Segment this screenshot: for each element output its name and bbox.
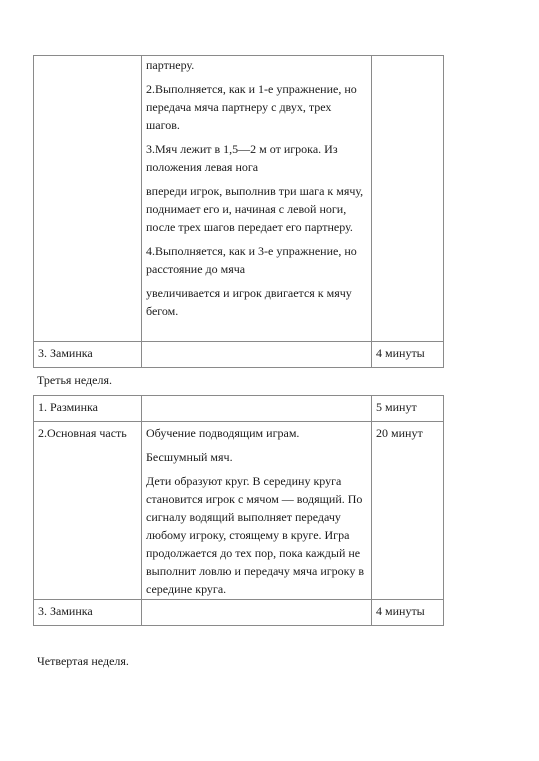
duration-cell: 5 минут: [372, 396, 444, 422]
section-cell: 3. Заминка: [34, 600, 142, 626]
duration-cell: [372, 56, 444, 342]
exercise-text: 3.Мяч лежит в 1,5—2 м от игрока. Из положения левая нога: [146, 142, 338, 174]
activity-cell: [142, 396, 372, 422]
exercise-table-continued: [33, 55, 444, 368]
exercise-text: впереди игрок, выполнив три шага к мячу, поднимает его и, начиная с левой ноги, после трех шагов передает его партнеру.: [146, 184, 364, 234]
activity-text: Дети образуют круг. В середину круга становится игрок с мячом — водящий. По сигналу водящий выполняет передачу любому игроку, стоящему в круге. Игра продолжается до тех пор, пока каждый не выполнит ловлю и передачу мяча игроку в середине круга.: [146, 474, 364, 596]
table-row: [34, 56, 444, 342]
activity-cell: [142, 422, 372, 600]
week-heading: Третья неделя.: [37, 373, 112, 387]
section-cell: 2.Основная часть: [34, 422, 142, 600]
table-row: [34, 342, 444, 368]
exercise-description-cell: [142, 56, 372, 342]
activity-cell: [142, 342, 372, 368]
table-row: [34, 600, 444, 626]
duration-cell: 4 минуты: [372, 600, 444, 626]
activity-cell: [142, 600, 372, 626]
exercise-text: партнеру.: [146, 58, 195, 72]
exercise-text: 2.Выполняется, как и 1-е упражнение, но передача мяча партнеру с двух, трех шагов.: [146, 82, 357, 132]
exercise-text: 4.Выполняется, как и 3-е упражнение, но расстояние до мяча: [146, 244, 357, 276]
section-cell: 3. Заминка: [34, 342, 142, 368]
exercise-text: увеличивается и игрок двигается к мячу бегом.: [146, 286, 352, 318]
section-cell: 1. Разминка: [34, 396, 142, 422]
duration-cell: 4 минуты: [372, 342, 444, 368]
week-heading: Четвертая неделя.: [37, 654, 129, 668]
duration-cell: 20 минут: [372, 422, 444, 600]
table-row: [34, 396, 444, 422]
table-row: [34, 422, 444, 600]
week3-plan-table: [33, 395, 444, 626]
section-cell: [34, 56, 142, 342]
activity-text: Бесшумный мяч.: [146, 450, 233, 464]
activity-text: Обучение подводящим играм.: [146, 426, 300, 440]
